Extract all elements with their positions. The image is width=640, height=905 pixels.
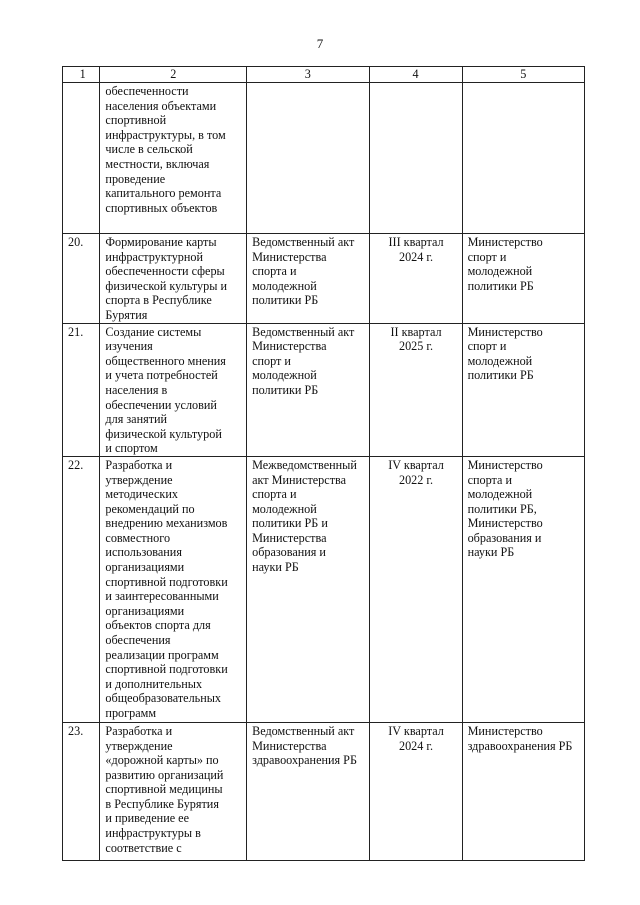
row-doc-type: Ведомственный акт Министерства спорт и молодежной политики РБ — [247, 323, 369, 456]
table-row — [63, 722, 585, 860]
row-action: обеспеченности населения объектами спортивной инфраструктуры, в том числе в сельской местности, включая проведение капитального ремонта спортивных объектов — [100, 83, 247, 234]
table-row — [63, 323, 585, 456]
table-row — [63, 456, 585, 722]
row-number: 20. — [63, 234, 100, 324]
header-col-3: 3 — [247, 67, 369, 83]
page-number: 7 — [316, 36, 324, 51]
row-responsible: Министерство спорта и молодежной политики РБ, Министерство образования и науки РБ — [462, 456, 584, 722]
table-row — [63, 234, 585, 324]
row-deadline: IV квартал 2022 г. — [369, 456, 462, 722]
row-responsible — [462, 83, 584, 234]
header-col-5: 5 — [462, 67, 584, 83]
row-responsible: Министерство спорт и молодежной политики РБ — [462, 234, 584, 324]
table-row — [63, 83, 585, 234]
row-deadline: III квартал 2024 г. — [369, 234, 462, 324]
row-responsible: Министерство спорт и молодежной политики РБ — [462, 323, 584, 456]
row-doc-type — [247, 83, 369, 234]
row-doc-type: Межведомственный акт Министерства спорта и молодежной политики РБ и Министерства образования и науки РБ — [247, 456, 369, 722]
row-responsible: Министерство здравоохранения РБ — [462, 722, 584, 860]
row-action: Формирование карты инфраструктурной обеспеченности сферы физической культуры и спорта в Республике Бурятия — [100, 234, 247, 324]
row-deadline: II квартал 2025 г. — [369, 323, 462, 456]
row-number: 21. — [63, 323, 100, 456]
row-number: 23. — [63, 722, 100, 860]
row-deadline: IV квартал 2024 г. — [369, 722, 462, 860]
row-action: Разработка и утверждение «дорожной карты» по развитию организаций спортивной медицины в Республике Бурятия и приведение ее инфраструктуры в соответствие с — [100, 722, 247, 860]
row-deadline — [369, 83, 462, 234]
header-col-2: 2 — [100, 67, 247, 83]
row-doc-type: Ведомственный акт Министерства здравоохранения РБ — [247, 722, 369, 860]
measures-table — [62, 66, 585, 861]
table-header-row — [63, 67, 585, 83]
row-number: 22. — [63, 456, 100, 722]
row-action: Разработка и утверждение методических рекомендаций по внедрению механизмов совместного использования организациями спортивной подготовки и заинтересованными организациями объектов спорта для обеспечения реализации программ спортивной подготовки и дополнительных общеобразовательных программ — [100, 456, 247, 722]
row-action: Создание системы изучения общественного мнения и учета потребностей населения в обеспечении условий для занятий физической культурой и спортом — [100, 323, 247, 456]
header-col-4: 4 — [369, 67, 462, 83]
header-col-1: 1 — [63, 67, 100, 83]
row-doc-type: Ведомственный акт Министерства спорта и молодежной политики РБ — [247, 234, 369, 324]
row-number — [63, 83, 100, 234]
